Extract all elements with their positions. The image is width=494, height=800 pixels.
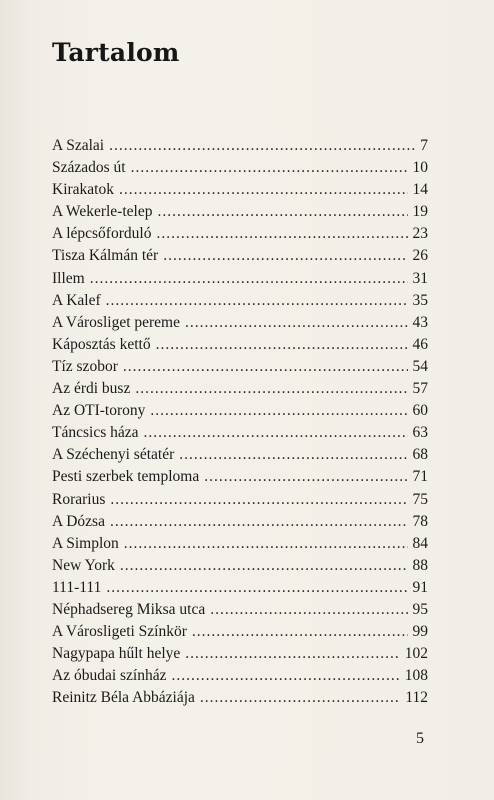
toc-entry-title: Tíz szobor [52, 357, 118, 375]
toc-entry-page: 46 [412, 335, 428, 353]
toc-entry [52, 400, 428, 422]
toc-entry [52, 599, 428, 621]
toc-entry-title: A Simplon [52, 534, 119, 552]
dot-leader [123, 356, 408, 378]
dot-leader [120, 555, 408, 577]
toc-entry-title: A Szalai [52, 137, 105, 154]
table-of-contents [52, 135, 428, 709]
toc-entry-page: 7 [420, 137, 428, 154]
toc-entry-page: 10 [412, 159, 428, 177]
dot-leader [204, 466, 407, 488]
toc-entry-title: Káposztás kettő [52, 335, 151, 353]
toc-entry-title: Az OTI-torony [52, 402, 146, 420]
dot-leader [131, 157, 408, 179]
toc-entry [52, 577, 428, 599]
toc-entry [52, 511, 428, 533]
toc-entry-page: 75 [412, 490, 428, 508]
dot-leader [106, 290, 408, 312]
toc-entry [52, 157, 428, 179]
toc-entry [52, 489, 428, 511]
toc-entry [52, 334, 428, 356]
toc-entry-title: A Városliget pereme [52, 313, 180, 331]
toc-entry-page: 57 [412, 380, 428, 398]
toc-entry-page: 99 [412, 623, 428, 641]
toc-entry-title: A lépcsőforduló [52, 225, 152, 243]
dot-leader [179, 444, 407, 466]
toc-entry-page: 102 [404, 645, 428, 663]
toc-entry-title: A Kalef [52, 291, 101, 309]
toc-entry [52, 223, 428, 245]
dot-leader [119, 179, 408, 201]
toc-entry [52, 135, 428, 157]
toc-entry [52, 422, 428, 444]
toc-entry [52, 643, 428, 665]
toc-entry [52, 533, 428, 555]
toc-entry-title: Rorarius [52, 490, 106, 508]
toc-entry [52, 621, 428, 643]
toc-entry [52, 555, 428, 577]
toc-entry-page: 108 [404, 667, 428, 685]
page-number: 5 [416, 730, 424, 747]
dot-leader [185, 643, 399, 665]
dot-leader [144, 422, 408, 444]
toc-entry [52, 312, 428, 334]
toc-entry [52, 356, 428, 378]
dot-leader [157, 201, 407, 223]
dot-leader [200, 687, 400, 709]
dot-leader [124, 533, 408, 555]
toc-entry-title: Az óbudai színház [52, 667, 167, 685]
toc-entry-title: A Wekerle-telep [52, 203, 153, 221]
toc-entry-page: 112 [405, 689, 428, 707]
toc-entry [52, 290, 428, 312]
toc-entry-page: 35 [412, 291, 428, 309]
toc-entry-page: 68 [412, 446, 428, 464]
toc-entry-title: Százados út [52, 159, 126, 177]
toc-entry-title: A Dózsa [52, 512, 105, 530]
toc-entry-page: 71 [412, 468, 428, 486]
toc-entry-page: 84 [412, 534, 428, 552]
dot-leader [90, 268, 408, 290]
toc-entry-page: 23 [412, 225, 428, 243]
toc-entry-page: 19 [412, 203, 428, 221]
toc-entry-page: 63 [412, 424, 428, 442]
toc-entry-page: 91 [412, 578, 428, 596]
page-title: Tartalom [52, 38, 180, 67]
toc-entry [52, 378, 428, 400]
toc-entry-title: 111-111 [52, 578, 102, 596]
dot-leader [185, 312, 408, 334]
toc-entry-page: 78 [412, 512, 428, 530]
toc-entry-title: Illem [52, 269, 85, 287]
toc-entry-page: 54 [412, 357, 428, 375]
toc-entry [52, 444, 428, 466]
toc-entry-page: 31 [412, 269, 428, 287]
toc-entry-page: 43 [412, 313, 428, 331]
toc-entry-title: Táncsics háza [52, 424, 139, 442]
dot-leader [163, 245, 407, 267]
toc-entry-title: Pesti szerbek temploma [52, 468, 200, 486]
dot-leader [110, 489, 407, 511]
dot-leader [135, 378, 407, 400]
dot-leader [172, 665, 400, 687]
toc-entry-title: A Városligeti Színkör [52, 623, 187, 641]
dot-leader [192, 621, 408, 643]
dot-leader [109, 135, 415, 157]
toc-entry-title: Tisza Kálmán tér [52, 247, 159, 265]
toc-entry-title: Nagypapa hűlt helye [52, 645, 181, 663]
dot-leader [156, 334, 408, 356]
dot-leader [110, 511, 408, 533]
toc-entry [52, 245, 428, 267]
toc-entry [52, 665, 428, 687]
dot-leader [210, 599, 407, 621]
dot-leader [106, 577, 407, 599]
toc-entry-title: Kirakatok [52, 181, 114, 199]
toc-entry [52, 466, 428, 488]
dot-leader [150, 400, 407, 422]
toc-entry-page: 88 [412, 556, 428, 574]
toc-entry [52, 201, 428, 223]
toc-entry-title: Reinitz Béla Abbáziája [52, 689, 195, 707]
toc-entry-page: 14 [412, 181, 428, 199]
toc-entry-title: A Széchenyi sétatér [52, 446, 175, 464]
toc-entry-page: 60 [412, 402, 428, 420]
toc-entry-page: 26 [412, 247, 428, 265]
toc-entry-page: 95 [412, 600, 428, 618]
toc-entry [52, 687, 428, 709]
toc-entry-title: Az érdi busz [52, 380, 131, 398]
toc-entry [52, 179, 428, 201]
dot-leader [156, 223, 407, 245]
toc-entry-title: Néphadsereg Miksa utca [52, 600, 206, 618]
toc-entry [52, 268, 428, 290]
toc-entry-title: New York [52, 556, 115, 574]
